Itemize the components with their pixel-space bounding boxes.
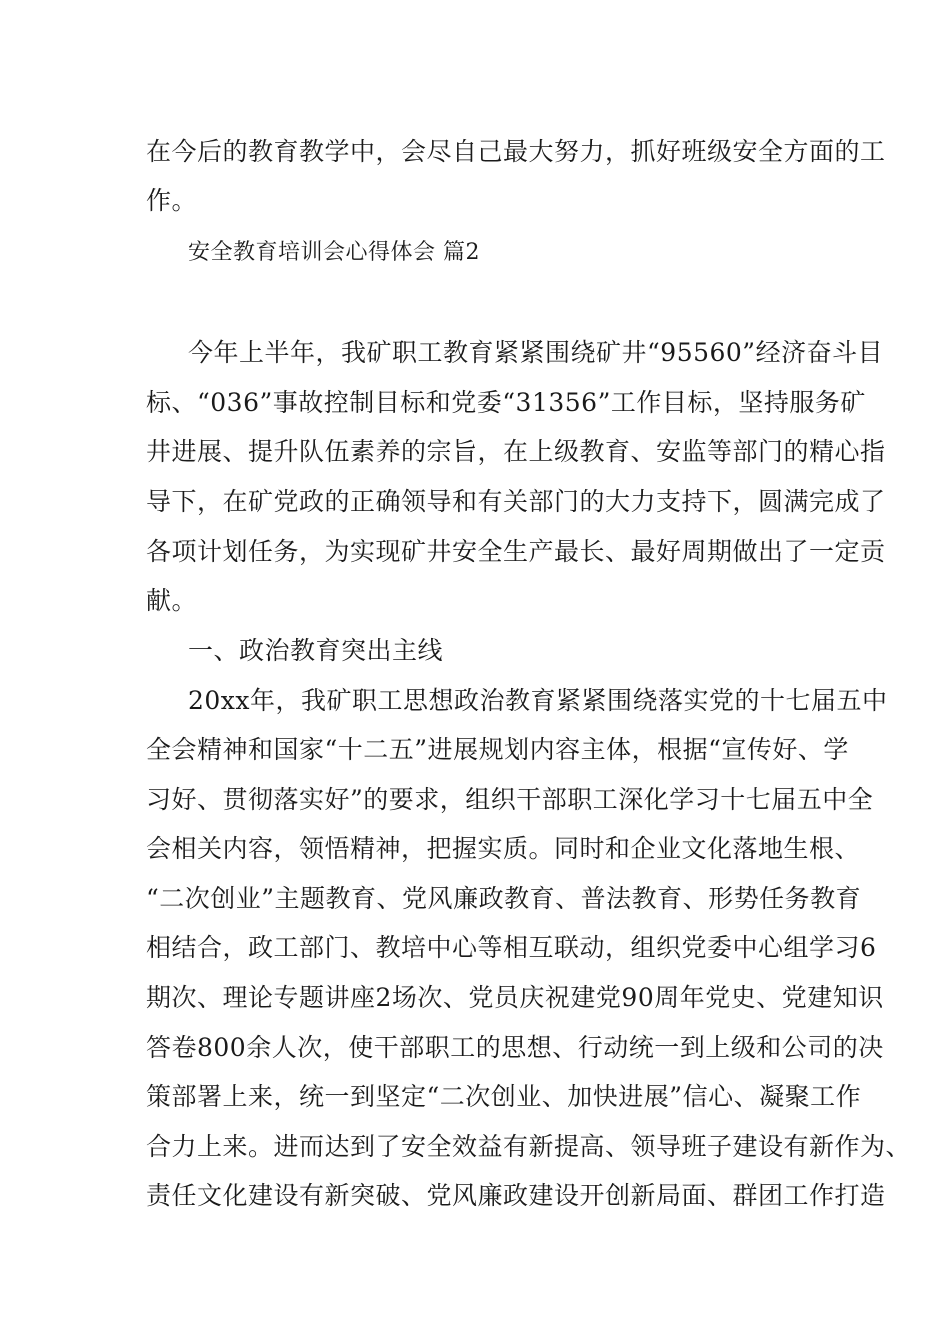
paragraph-line: 会相关内容，领悟精神，把握实质。同时和企业文化落地生根、 <box>146 834 861 863</box>
paragraph-line: 全会精神和国家“十二五”进展规划内容主体，根据“宣传好、学 <box>146 735 849 764</box>
section-title: 安全教育培训会心得体会 篇2 <box>188 240 480 265</box>
paragraph-line: 相结合，政工部门、教培中心等相互联动，组织党委中心组学习6 <box>146 933 877 962</box>
paragraph-line: 责任文化建设有新突破、党风廉政建设开创新局面、群团工作打造 <box>146 1181 886 1210</box>
paragraph-line: 策部署上来，统一到坚定“二次创业、加快进展”信心、凝聚工作 <box>146 1082 862 1111</box>
paragraph-line: 标、“036”事故控制目标和党委“31356”工作目标，坚持服务矿 <box>146 388 866 417</box>
paragraph-line: 今年上半年，我矿职工教育紧紧围绕矿井“95560”经济奋斗目 <box>188 338 884 367</box>
paragraph-line: 井进展、提升队伍素养的宗旨，在上级教育、安监等部门的精心指 <box>146 437 886 466</box>
paragraph-line: “二次创业”主题教育、党风廉政教育、普法教育、形势任务教育 <box>146 884 862 913</box>
paragraph-line: 作。 <box>146 186 198 215</box>
paragraph-line: 献。 <box>146 586 198 615</box>
paragraph-line: 习好、贯彻落实好”的要求，组织干部职工深化学习十七届五中全 <box>146 785 874 814</box>
paragraph-line: 期次、理论专题讲座2场次、党员庆祝建党90周年党史、党建知识 <box>146 983 884 1012</box>
subsection-heading: 一、政治教育突出主线 <box>188 636 444 665</box>
paragraph-line: 合力上来。进而达到了安全效益有新提高、领导班子建设有新作为、 <box>146 1132 912 1161</box>
paragraph-line: 在今后的教育教学中，会尽自己最大努力，抓好班级安全方面的工 <box>146 137 886 166</box>
paragraph-line: 答卷800余人次，使干部职工的思想、行动统一到上级和公司的决 <box>146 1033 884 1062</box>
paragraph-line: 导下，在矿党政的正确领导和有关部门的大力支持下，圆满完成了 <box>146 487 886 516</box>
paragraph-line: 20xx年，我矿职工思想政治教育紧紧围绕落实党的十七届五中 <box>188 686 888 715</box>
paragraph-line: 各项计划任务，为实现矿井安全生产最长、最好周期做出了一定贡 <box>146 537 886 566</box>
